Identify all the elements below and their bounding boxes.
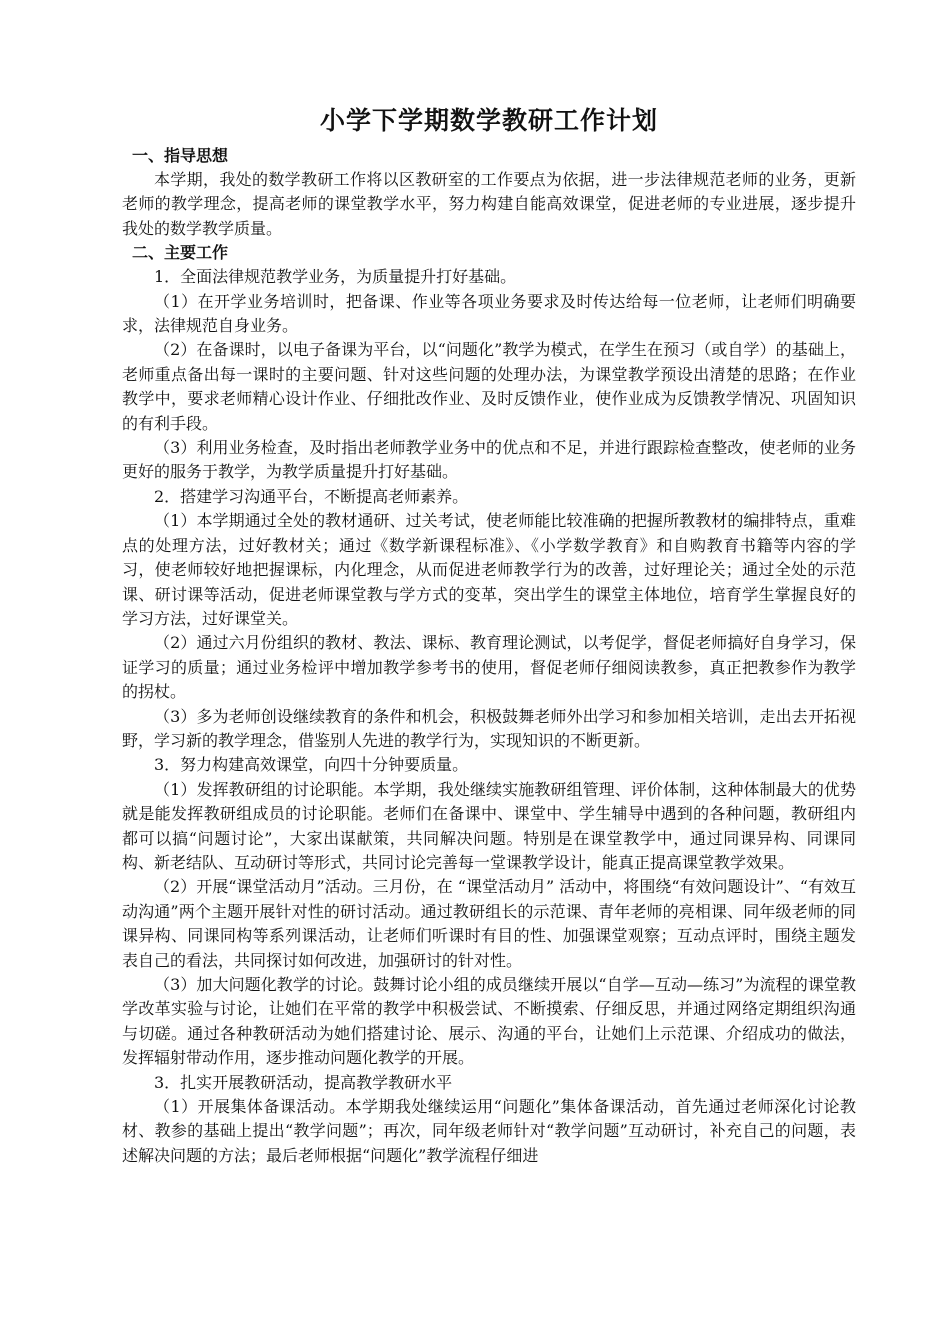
paragraph: 2．搭建学习沟通平台，不断提高老师素养。 [154, 486, 469, 506]
paragraph: （3）加大问题化教学的讨论。鼓舞讨论小组的成员继续开展以“自学—互动—练习”为流程的课堂教学改革实验与讨论，让她们在平常的教学中积极尝试、不断摸索、仔细反思，并通过网络定期组织沟通与切磋。通过各种教研活动为她们搭建讨论、展示、沟通的平台，让她们上示范课、介绍成功的做法，发挥辐射带动作用，逐步推动问题化教学的开展。 [122, 975, 856, 1068]
document-body [122, 144, 856, 1168]
section-heading: 二、主要工作 [132, 243, 229, 263]
paragraph: （2）开展“课堂活动月”活动。三月份，在 “课堂活动月” 活动中，将围绕“有效问题设计”、“有效互动沟通”两个主题开展针对性的研讨活动。通过教研组长的示范课、青年老师的亮相课、同年级老师的同课异构、同课同构等系列课活动，让老师们听课时有目的性、加强课堂观察；互动点评时，围绕主题发表自己的看法，共同探讨如何改进，加强研讨的针对性。 [122, 877, 856, 970]
paragraph: 1．全面法律规范教学业务，为质量提升打好基础。 [154, 267, 517, 287]
paragraph: （2）通过六月份组织的教材、教法、课标、教育理论测试，以考促学，督促老师搞好自身学习，保证学习的质量；通过业务检评中增加教学参考书的使用，督促老师仔细阅读教参，真正把教参作为教学的拐杖。 [122, 633, 856, 702]
paragraph: （3）多为老师创设继续教育的条件和机会，积极鼓舞老师外出学习和参加相关培训，走出去开拓视野，学习新的教学理念，借鉴别人先进的教学行为，实现知识的不断更新。 [122, 706, 856, 750]
paragraph: （1）本学期通过全处的教材通研、过关考试，使老师能比较准确的把握所教教材的编排特点，重难点的处理方法，过好教材关；通过《数学新课程标准》、《小学数学教育》和自购教育书籍等内容的学习，使老师较好地把握课标，内化理念，从而促进老师教学行为的改善，过好理论关；通过全处的示范课、研讨课等活动，促进老师课堂教与学方式的变革，突出学生的课堂主体地位，培育学生掌握良好的学习方法，过好课堂关。 [122, 511, 856, 628]
paragraph: （3）利用业务检查，及时指出老师教学业务中的优点和不足，并进行跟踪检查整改，使老师的业务更好的服务于教学，为教学质量提升打好基础。 [122, 438, 856, 482]
section-heading: 一、指导思想 [132, 146, 229, 165]
paragraph: 3．努力构建高效课堂，向四十分钟要质量。 [154, 755, 469, 775]
paragraph: 本学期，我处的数学教研工作将以区教研室的工作要点为依据，进一步法律规范老师的业务，更新老师的教学理念，提高老师的课堂教学水平，努力构建自能高效课堂，促进老师的专业进展，逐步提升我处的数学教学质量。 [122, 170, 856, 238]
paragraph: （1）发挥教研组的讨论职能。本学期，我处继续实施教研组管理、评价体制，这种体制最大的优势就是能发挥教研组成员的讨论职能。老师们在备课中、课堂中、学生辅导中遇到的各种问题，教研组内都可以搞“问题讨论”，大家出谋献策，共同解决问题。特别是在课堂教学中，通过同课异构、同课同构、新老结队、互动研讨等形式，共同讨论完善每一堂课教学设计，能真正提高课堂教学效果。 [122, 779, 856, 872]
paragraph: （1）开展集体备课活动。本学期我处继续运用“问题化”集体备课活动，首先通过老师深化讨论教材、教参的基础上提出“教学问题”；再次，同年级老师针对“教学问题”互动研讨，补充自己的问题，表述解决问题的方法；最后老师根据“问题化”教学流程仔细进 [122, 1097, 856, 1165]
paragraph: 3．扎实开展教研活动，提高教学教研水平 [154, 1072, 453, 1092]
paragraph: （2）在备课时，以电子备课为平台，以“问题化”教学为模式，在学生在预习（或自学）的基础上，老师重点备出每一课时的主要问题、针对这些问题的处理办法，为课堂教学预设出清楚的思路；在作业教学中，要求老师精心设计作业、仔细批改作业、及时反馈作业，使作业成为反馈教学情况、巩固知识的有利手段。 [122, 340, 856, 433]
paragraph: （1）在开学业务培训时，把备课、作业等各项业务要求及时传达给每一位老师，让老师们明确要求，法律规范自身业务。 [122, 291, 856, 336]
document-title: 小学下学期数学教研工作计划 [319, 106, 658, 135]
